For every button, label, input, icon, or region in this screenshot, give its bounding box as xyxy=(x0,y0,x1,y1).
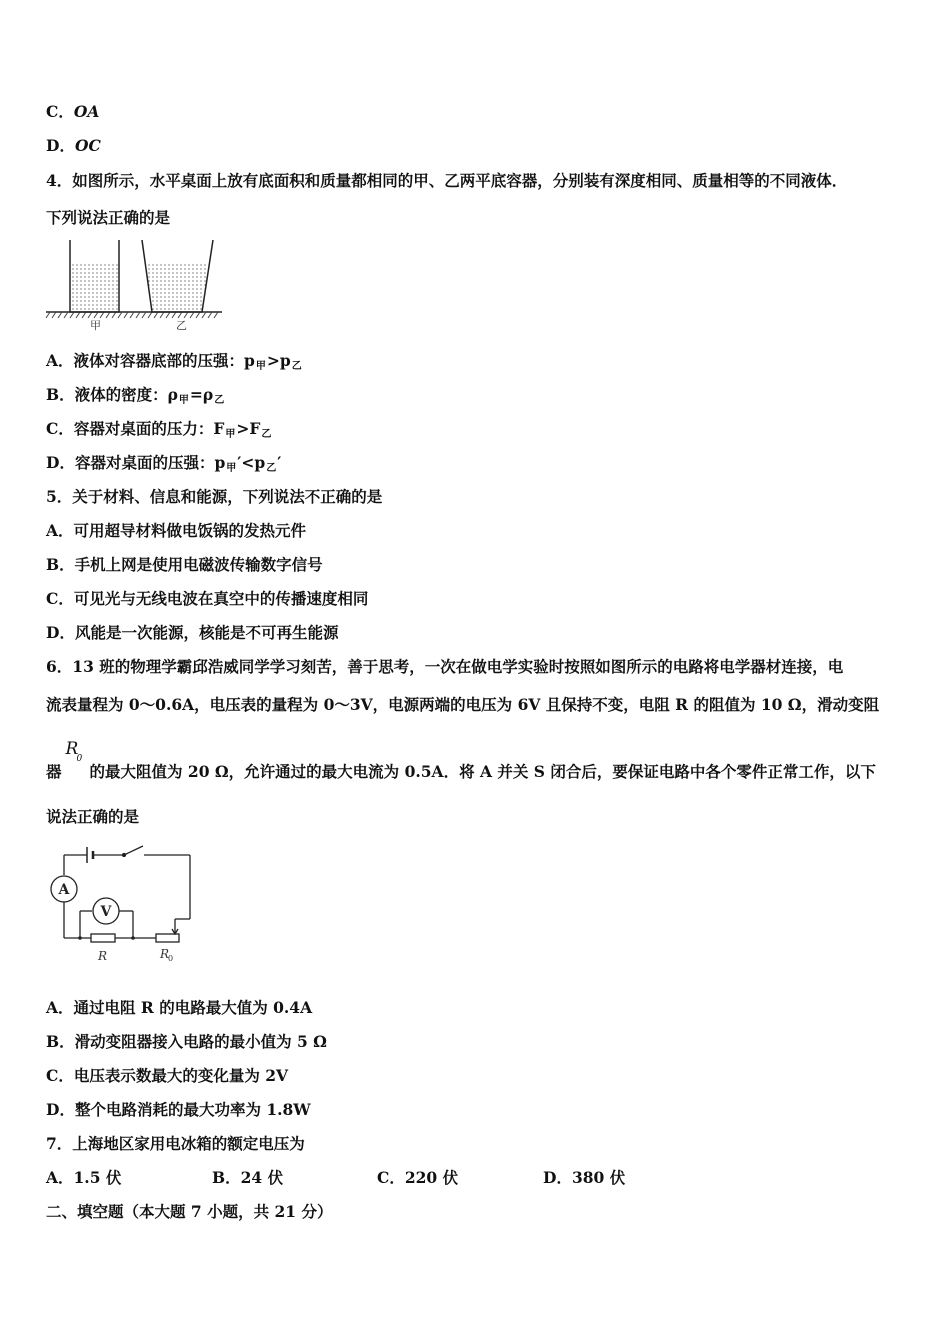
q5-stem: 5．关于材料、信息和能源，下列说法不正确的是 xyxy=(46,487,383,506)
r0-symbol: R 0 xyxy=(65,739,83,764)
q5-option-a: A．可用超导材料做电饭锅的发热元件 xyxy=(46,521,307,540)
q7-option-b: B．24 伏 xyxy=(212,1168,284,1187)
ammeter-label: A xyxy=(58,882,70,898)
q4-stem-line1: 4．如图所示，水平桌面上放有底面积和质量都相同的甲、乙两平底容器，分别装有深度相同、质量相等的不同液体． xyxy=(46,171,848,190)
q4-option-d: D．容器对桌面的压强：p甲′<p乙′ xyxy=(46,453,282,474)
q5-option-d: D．风能是一次能源，核能是不可再生能源 xyxy=(46,623,339,642)
q6-stem-line2: 流表量程为 0～0.6A，电压表的量程为 0～3V，电源两端的电压为 6V 且保持不变，电阻 R 的阻值为 10 Ω，滑动变阻 xyxy=(46,695,880,714)
q5-option-c: C．可见光与无线电波在真空中的传播速度相同 xyxy=(46,589,369,608)
option-c: C．OA xyxy=(46,102,100,121)
q7-option-a: A．1.5 伏 xyxy=(46,1168,122,1187)
option-d: D．OC xyxy=(46,136,101,155)
q4-option-c: C．容器对桌面的压力：F甲>F乙 xyxy=(46,419,272,440)
q6-option-c: C．电压表示数最大的变化量为 2V xyxy=(46,1066,289,1085)
label-jia: 甲 xyxy=(90,319,101,332)
option-d-value: OC xyxy=(74,136,101,155)
q4-option-b: B．液体的密度：ρ甲=ρ乙 xyxy=(46,385,225,406)
q5-option-b: B．手机上网是使用电磁波传输数字信号 xyxy=(46,555,323,574)
voltmeter-label: V xyxy=(100,904,112,920)
q4-stem-line2: 下列说法正确的是 xyxy=(46,208,171,227)
rheostat-label-sub: 0 xyxy=(168,954,174,963)
rheostat-label: R xyxy=(160,947,170,961)
junction-right xyxy=(131,936,135,940)
q6-option-b: B．滑动变阻器接入电路的最小值为 5 Ω xyxy=(46,1032,327,1051)
section2-title: 二、填空题（本大题 7 小题，共 21 分） xyxy=(46,1202,333,1221)
q6-option-d: D．整个电路消耗的最大功率为 1.8W xyxy=(46,1100,311,1119)
q4-option-a: A．液体对容器底部的压强：p甲>p乙 xyxy=(46,351,302,372)
switch-blade xyxy=(124,846,143,855)
q7-stem: 7．上海地区家用电冰箱的额定电压为 xyxy=(46,1134,305,1153)
q6-circuit-figure xyxy=(44,838,204,968)
junction-left xyxy=(78,936,82,940)
q4-container-figure xyxy=(44,236,224,332)
q6-option-a: A．通过电阻 R 的电路最大值为 0.4A xyxy=(46,998,313,1017)
label-yi: 乙 xyxy=(176,319,187,332)
container-jia-liquid xyxy=(70,262,119,312)
table-hatching xyxy=(46,312,218,318)
option-c-value: OA xyxy=(73,102,100,121)
q6-stem-line1: 6．13 班的物理学霸邱浩威同学学习刻苦，善于思考，一次在做电学实验时按照如图所示的电路将电学器材连接，电 xyxy=(46,657,844,676)
q7-option-d: D．380 伏 xyxy=(543,1168,626,1187)
q6-stem-line3: 器 R 0 的最大阻值为 20 Ω，允许通过的最大电流为 0.5A．将 A 并关 S 闭合后，要保证电路中各个零件正常工作，以下 xyxy=(46,739,876,781)
container-yi-liquid xyxy=(146,262,210,312)
switch-contact xyxy=(123,854,126,857)
rheostat-r0 xyxy=(156,934,179,942)
q7-option-c: C．220 伏 xyxy=(377,1168,459,1187)
q6-stem-line4: 说法正确的是 xyxy=(46,807,140,826)
resistor-r xyxy=(91,934,115,942)
resistor-label: R xyxy=(98,949,108,963)
